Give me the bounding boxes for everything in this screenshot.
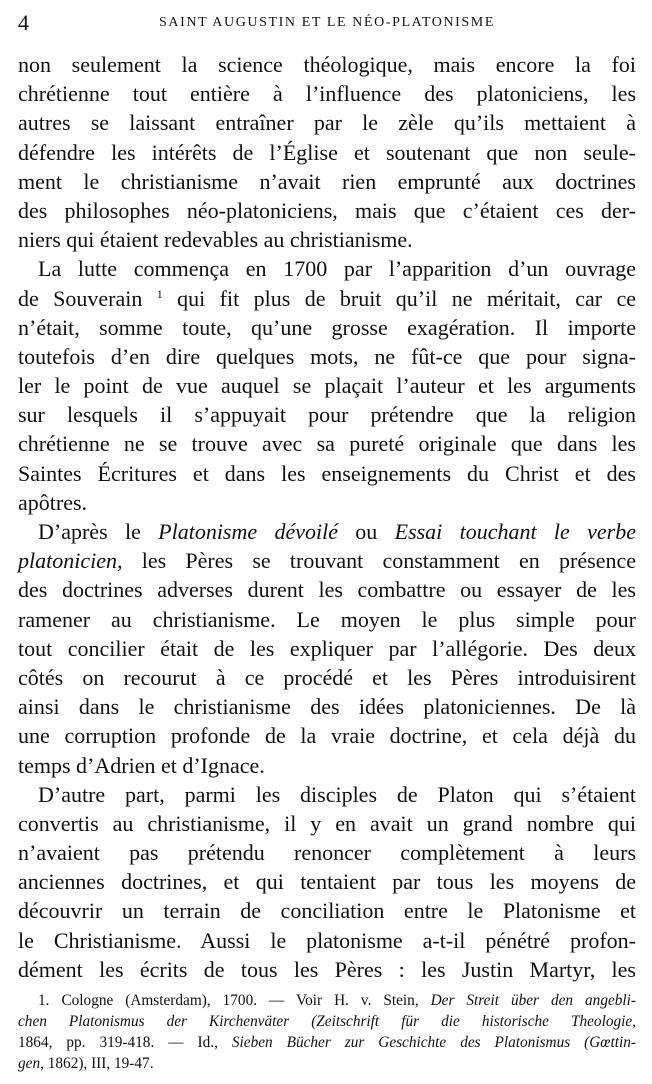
text-line: de Souverain $^1$ qui fit plus de bruit qu’il ne méritait, car ce (18, 285, 637, 311)
text-line: le Christianisme. Aussi le platonisme a-t-il pénétré profon- (18, 927, 636, 953)
text-line: ment le christianisme n’avait rien emprunté aux doctrines (18, 168, 636, 194)
footnote-line: 1864, pp. 319-418. — Id., Sieben Bücher zur Geschichte des Platonismus (Gœttin- (18, 1034, 636, 1051)
book-title: platonicien, (18, 548, 123, 574)
text-line: une corruption profonde de la vraie doctrine, et cela déjà du (18, 723, 636, 749)
text-line: convertis au christianisme, il y en avait un grand nombre qui (18, 810, 636, 836)
running-head: SAINT AUGUSTIN ET LE NÉO-PLATONISME (159, 15, 495, 30)
text-line: La lutte commença en 1700 par l’apparition d’un ouvrage (38, 256, 636, 282)
text-line: ainsi dans le christianisme des idées platoniciennes. De là (18, 694, 636, 720)
text-line: Saintes Écritures et dans les enseignements du Christ et des (18, 460, 636, 486)
text-line: non seulement la science théologique, mais encore la foi (18, 52, 636, 77)
footnote-line: chen Platonismus der Kirchenväter (Zeitschrift für die historische Theologie, (18, 1013, 636, 1030)
text-line: n’était, somme toute, qu’une grosse exagération. Il importe (18, 314, 636, 340)
text-line: chrétienne tout entière à l’influence des platoniciens, les (18, 81, 636, 107)
text-line: tout concilier était de les expliquer par l’allégorie. Des deux (18, 635, 636, 661)
footnote-line: 1. Cologne (Amsterdam), 1700. — Voir H. v. Stein, Der Streit über den angebli- (38, 992, 637, 1009)
text-line: temps d’Adrien et d’Ignace. (18, 752, 265, 778)
text-line: niers qui étaient redevables au christianisme. (18, 227, 413, 253)
book-title: Essai touchant le verbe (394, 519, 636, 544)
text-line: autres se laissant entraîner par le zèle qu’ils mettaient à (18, 110, 636, 136)
text-line: côtés on recourut à ce procédé et les Pères introduisirent (18, 664, 636, 690)
text-line: anciennes doctrines, et qui tentaient par tous les moyens de (18, 869, 636, 895)
text-line: platonicien, les Pères se trouvant constamment en présence (18, 548, 636, 574)
book-title: Platonisme dévoilé (158, 519, 338, 544)
text-line: dément les écrits de tous les Pères : les Justin Martyr, les (18, 956, 636, 982)
text-line: découvrir un terrain de conciliation entre le Platonisme et (18, 898, 636, 924)
text-line: des philosophes néo-platoniciens, mais que c’étaient ces der- (18, 197, 636, 223)
footnote-reference[interactable]: 1 (156, 286, 163, 301)
footnotes (18, 990, 636, 1074)
text-line: ler le point de vue auquel se plaçait l’auteur et les arguments (18, 373, 636, 399)
text-line: D’autre part, parmi les disciples de Platon qui s’étaient (38, 781, 636, 807)
text-line: chrétienne ne se trouve avec sa pureté originale que dans les (18, 431, 636, 457)
text-line: ramener au christianisme. Le moyen le plus simple pour (18, 606, 636, 632)
text-line: D’après le Platonisme dévoilé ou Essai touchant le verbe (38, 519, 636, 544)
text-line: des doctrines adverses durent les combattre ou essayer de les (18, 577, 636, 603)
text-line: défendre les intérêts de l’Église et soutenant que non seule- (18, 139, 636, 165)
text-line: sur lesquels il s’appuyait pour prétendre que la religion (18, 402, 636, 428)
footnote-line: gen, 1862), III, 19-47. (18, 1055, 154, 1072)
page-number: 4 (18, 10, 29, 35)
text-line: apôtres. (18, 489, 88, 515)
text-line: n’avaient pas prétendu renoncer complètement à leurs (18, 840, 636, 866)
text-line: toutefois d’en dire quelques mots, ne fût-ce que pour signa- (18, 343, 636, 369)
page-header (18, 10, 636, 36)
body-text (18, 50, 636, 984)
